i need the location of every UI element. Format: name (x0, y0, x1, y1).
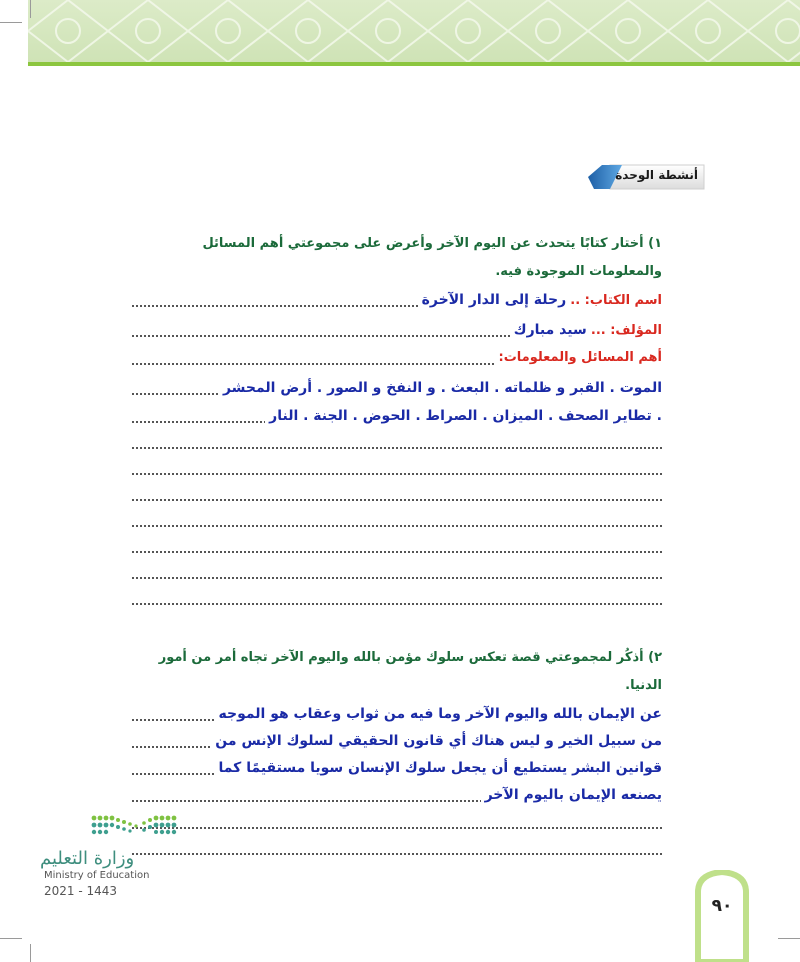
book-label: اسم الكتاب: .. (570, 293, 662, 308)
question-2 (132, 644, 662, 700)
author-line (132, 320, 662, 340)
q2-answer-4: يصنعه الإيمان باليوم الآخر (481, 787, 662, 803)
q2-answer-2: من سبيل الخير و ليس هناك أي قانون الحقيقي لسلوك الإنس من (211, 733, 662, 749)
crop-mark (30, 944, 31, 962)
issues-label: أهم المسائل والمعلومات: (498, 350, 662, 365)
issues-label-line (132, 348, 662, 368)
ministry-years: 2021 - 1443 (44, 884, 118, 898)
top-pattern-banner (28, 0, 800, 62)
blank-line (132, 510, 662, 530)
answer-line (132, 785, 662, 805)
book-answer: رحلة إلى الدار الآخرة (421, 292, 567, 308)
answer-line (132, 731, 662, 751)
section-tab (588, 164, 706, 190)
ministry-name-arabic: وزارة التعليم (40, 848, 135, 869)
crop-mark (0, 938, 22, 939)
q1-answer-1: الموت . القبر و ظلماته . البعث . و النفخ و الصور . أرض المحشر (219, 380, 662, 396)
answer-line (132, 378, 662, 398)
blank-line (132, 484, 662, 504)
answer-line (132, 758, 662, 778)
answer-line (132, 704, 662, 724)
ministry-logo-mark-icon (36, 812, 186, 846)
author-answer: سيد مبارك (513, 322, 587, 338)
question-2-prompt: ٢) أذكُر لمجموعتي قصة تعكس سلوك مؤمن بالله واليوم الآخر تجاه أمر من أمور الدنيا. (158, 650, 662, 693)
blank-line (132, 536, 662, 556)
blank-line (132, 562, 662, 582)
banner-divider (28, 62, 800, 66)
question-1-prompt: ١) أختار كتابًا يتحدث عن اليوم الآخر وأعرض على مجموعتي أهم المسائل والمعلومات الموجودة فيه. (202, 236, 662, 279)
answer-line (132, 406, 662, 426)
section-tab-label: أنشطة الوحدة (615, 168, 698, 182)
blank-line (132, 432, 662, 452)
blank-line (132, 812, 662, 832)
blank-line (132, 838, 662, 858)
ministry-name-english: Ministry of Education (44, 870, 150, 881)
blank-line (132, 588, 662, 608)
crop-mark (30, 0, 31, 18)
q1-answer-2: . تطاير الصحف . الميزان . الصراط . الحوض . الجنة . النار (265, 408, 662, 424)
page-number: ٩٠ (711, 896, 733, 916)
author-label: المؤلف: ... (590, 323, 662, 338)
q2-answer-3: قوانين البشر يستطيع أن يجعل سلوك الإنسان سويا مستقيمًا كما (215, 760, 662, 776)
book-title-line (132, 290, 662, 310)
page-number-box (692, 870, 752, 962)
q2-answer-1: عن الإيمان بالله واليوم الآخر وما فيه من ثواب وعقاب هو الموجه (215, 706, 662, 722)
question-1 (132, 230, 662, 286)
blank-line (132, 458, 662, 478)
crop-mark (778, 938, 800, 939)
crop-mark (0, 22, 22, 23)
